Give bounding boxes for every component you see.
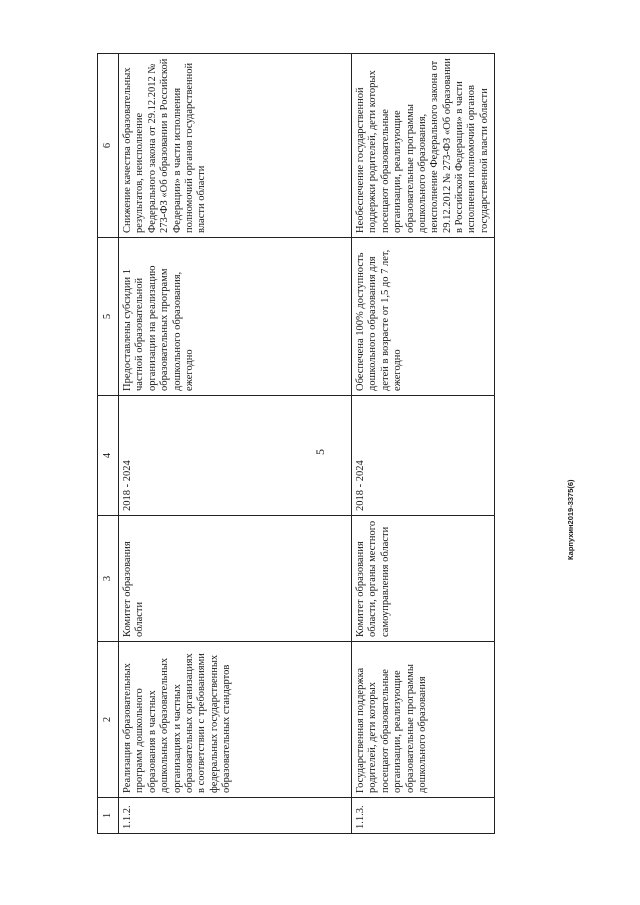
header-col-4: 4 xyxy=(98,396,119,516)
consequence: Необеспечение государственной поддержки родителей, дети которых посещают образовательные организации, реализующие образовательные программы дошкольного образования, неисполнение Федерального закона от 29.12.2012 № 273-ФЗ «Об образовании в Российской Федерации» в части исполнения полномочий органов государственной власти области xyxy=(352,54,495,238)
table-header-row xyxy=(98,54,119,834)
measure-name: Реализация образовательных программ дошкольного образования в частных дошкольных образовательных организациях и частных образовательных организациях в соответствии с требованиями федеральных государственных образовательных стандартов xyxy=(119,642,352,798)
header-col-5: 5 xyxy=(98,238,119,396)
row-number: 1.1.3. xyxy=(352,798,495,834)
period: 2018 - 2024 xyxy=(119,396,352,516)
period: 2018 - 2024 xyxy=(352,396,495,516)
header-col-6: 6 xyxy=(98,54,119,238)
table-row xyxy=(119,54,352,834)
measure-name: Государственная поддержка родителей, дети которых посещают образовательные организации, реализующие образовательные программы дошкольного образования xyxy=(352,642,495,798)
header-col-2: 2 xyxy=(98,642,119,798)
table-row xyxy=(352,54,495,834)
executor: Комитет образования области xyxy=(119,516,352,642)
header-col-3: 3 xyxy=(98,516,119,642)
header-col-1: 1 xyxy=(98,798,119,834)
document-code: Карпухин2019-3375(6) xyxy=(566,479,575,560)
expected-result: Предоставлены субсидии 1 частной образовательной организации на реализацию образовательных программ дошкольного образования, ежегодно xyxy=(119,238,352,396)
measures-table xyxy=(97,53,495,834)
consequence: Снижение качества образовательных результатов, неисполнение Федерального закона от 29.12.2012 № 273-ФЗ «Об образовании в Российской Федерации» в части исполнения полномочий органов государственной власти области xyxy=(119,54,352,238)
executor: Комитет образования области, органы местного самоуправления области xyxy=(352,516,495,642)
row-number: 1.1.2. xyxy=(119,798,352,834)
rotated-table-wrapper xyxy=(97,54,490,834)
page-number: 5 xyxy=(313,449,327,455)
expected-result: Обеспечена 100% доступность дошкольного образования для детей в возрасте от 1,5 до 7 лет, ежегодно xyxy=(352,238,495,396)
